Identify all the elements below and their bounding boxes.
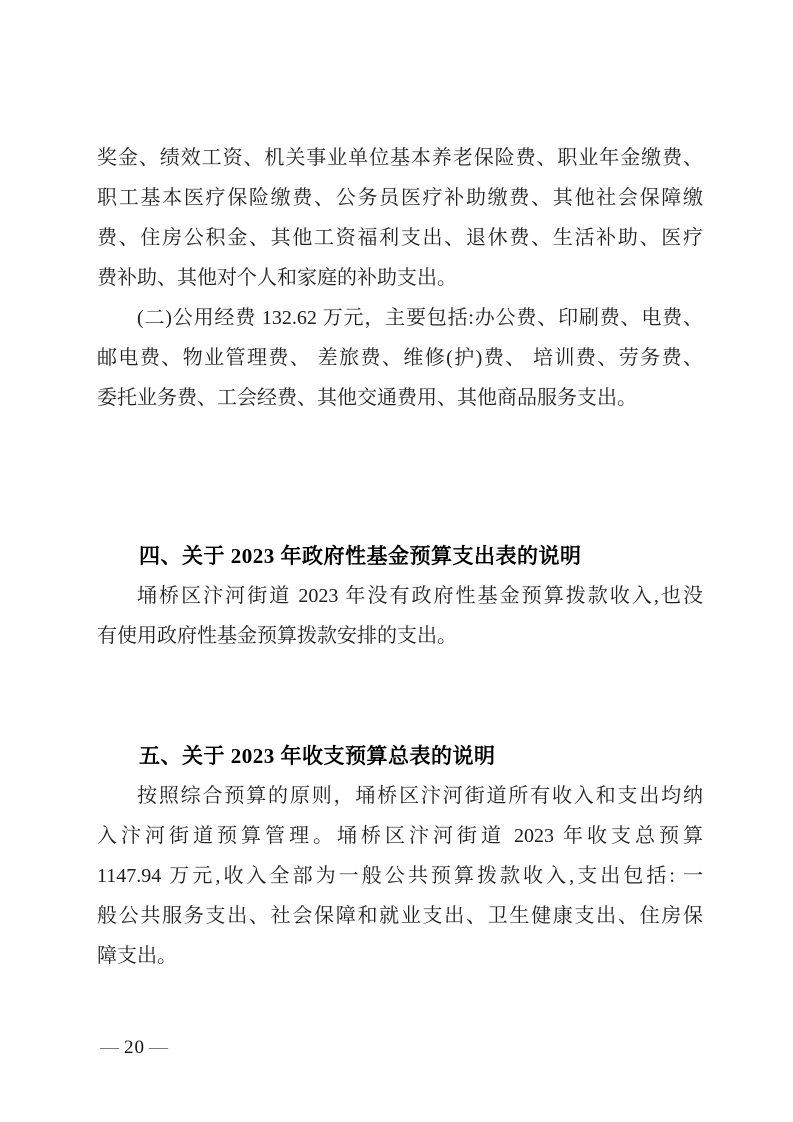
section-5-body-line: 入汴河街道预算管理。埇桥区汴河街道 2023 年收支总预算 — [97, 825, 703, 847]
page-number-value: 20 — [124, 1037, 145, 1058]
document-body — [97, 138, 703, 976]
page-number — [96, 1036, 173, 1060]
public-expense-paragraph-line: 委托业务费、工会经费、其他交通费用、其他商品服务支出。 — [97, 387, 637, 409]
section-5-body-line: 般公共服务支出、社会保障和就业支出、卫生健康支出、住房保 — [97, 905, 703, 927]
section-4-body-line: 埇桥区汴河街道 2023 年没有政府性基金预算拨款收入,也没 — [137, 585, 703, 607]
personnel-paragraph-line: 费、住房公积金、其他工资福利支出、退休费、生活补助、医疗 — [97, 227, 703, 249]
public-expense-paragraph-line: (二)公用经费 132.62 万元，主要包括:办公费、印刷费、电费、 — [137, 307, 703, 329]
personnel-paragraph-line: 奖金、绩效工资、机关事业单位基本养老保险费、职业年金缴费、 — [97, 147, 703, 169]
personnel-paragraph-line: 职工基本医疗保险缴费、公务员医疗补助缴费、其他社会保障缴 — [97, 187, 703, 209]
personnel-paragraph-line: 费补助、其他对个人和家庭的补助支出。 — [97, 267, 457, 289]
section-4-body-line: 有使用政府性基金预算拨款安排的支出。 — [97, 625, 457, 647]
page-number-dash-left: — — [100, 1037, 120, 1058]
section-5-body-line: 按照综合预算的原则，埇桥区汴河街道所有收入和支出均纳 — [137, 785, 703, 807]
page-number-dash-right: — — [149, 1037, 169, 1058]
section-5-heading: 五、关于 2023 年收支预算总表的说明 — [139, 744, 496, 768]
section-5-body-line: 1147.94 万元,收入全部为一般公共预算拨款收入,支出包括: 一 — [97, 865, 703, 887]
section-5-body-line: 障支出。 — [97, 945, 177, 967]
section-4-heading: 四、关于 2023 年政府性基金预算支出表的说明 — [139, 544, 582, 568]
public-expense-paragraph-line: 邮电费、物业管理费、 差旅费、维修(护)费、 培训费、劳务费、 — [97, 347, 703, 369]
